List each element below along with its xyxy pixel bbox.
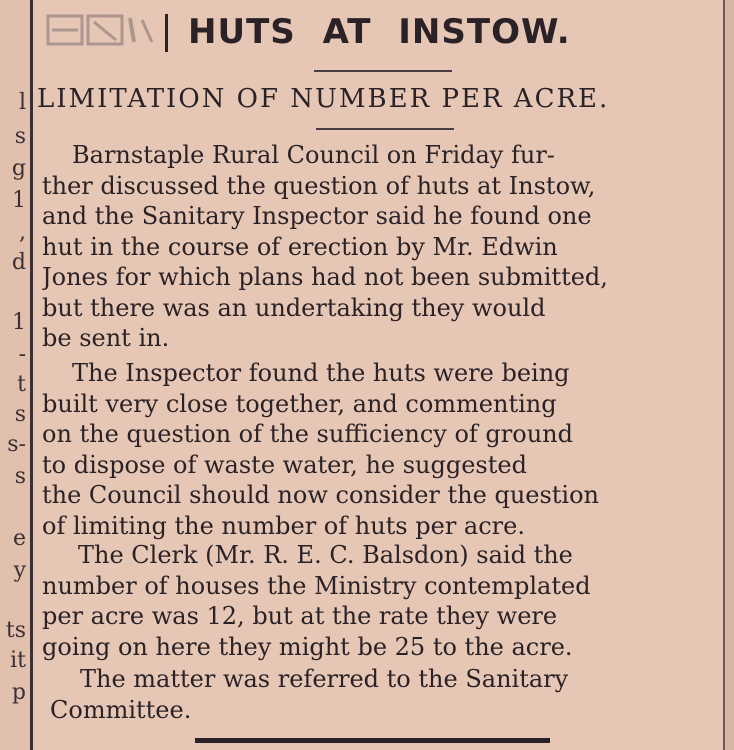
paragraph-line: of limiting the number of huts per acre. [42,511,525,540]
margin-fragment: - [18,342,26,367]
paragraph-line: The matter was referred to the Sanitary [80,665,569,693]
article-paragraph-2 [42,358,718,541]
headline: HUTS AT INSTOW. [188,12,571,52]
margin-fragment: s [14,124,26,149]
column-divider [30,0,33,750]
subheading: LIMITATION OF NUMBER PER ACRE. [37,84,610,114]
margin-fragment: it [10,648,26,673]
paragraph-line: Jones for which plans had not been submitted, [42,263,608,291]
paragraph-line: number of houses the Ministry contemplated [42,571,591,600]
paragraph-line: per acre was 12, but at the rate they were [42,602,558,630]
adjacent-column-strip [0,0,30,750]
right-page-edge [725,0,734,750]
subheading-rule [316,128,454,130]
paragraph-line: to dispose of waste water, he suggested [42,450,527,479]
margin-fragment: 1 [12,188,26,213]
paragraph-line: The Inspector found the huts were being [72,359,570,387]
margin-fragment: s- [7,432,26,457]
paragraph-line: and the Sanitary Inspector said he found one [42,202,592,230]
article-paragraph-3 [42,540,718,662]
article-paragraph-4 [42,664,718,725]
margin-fragment: y [13,558,26,583]
margin-fragment: g [11,156,26,181]
paragraph-line: hut in the course of erection by Mr. Edwin [42,232,558,261]
article-end-rule [195,738,550,743]
margin-fragment: s [14,464,26,489]
margin-fragment: ts [5,618,26,643]
paragraph-line: but there was an undertaking they would [42,293,546,322]
paragraph-line: ther discussed the question of huts at Instow, [42,171,596,200]
margin-fragment: e [12,526,26,551]
paragraph-line: going on here they might be 25 to the acre. [42,632,573,661]
paragraph-line: Committee. [50,695,192,724]
stamp-divider [165,14,168,52]
margin-fragment: 1 [12,310,26,335]
paragraph-line: be sent in. [42,324,170,352]
paragraph-line: on the question of the sufficiency of ground [42,420,573,448]
margin-fragment: , [19,220,26,245]
margin-fragment: l [18,90,26,115]
headline-rule [314,70,452,72]
margin-fragment: s [14,402,26,427]
paragraph-line: The Clerk (Mr. R. E. C. Balsdon) said the [78,541,573,569]
margin-fragment: p [11,680,26,705]
paragraph-line: the Council should now consider the question [42,481,600,509]
article-paragraph-1 [42,140,718,354]
margin-fragment: t [17,372,26,397]
margin-fragment: d [11,250,26,275]
paragraph-line: built very close together, and commenting [42,389,557,418]
paragraph-line: Barnstaple Rural Council on Friday fur- [72,141,555,169]
faded-stamp-logo [42,10,162,50]
